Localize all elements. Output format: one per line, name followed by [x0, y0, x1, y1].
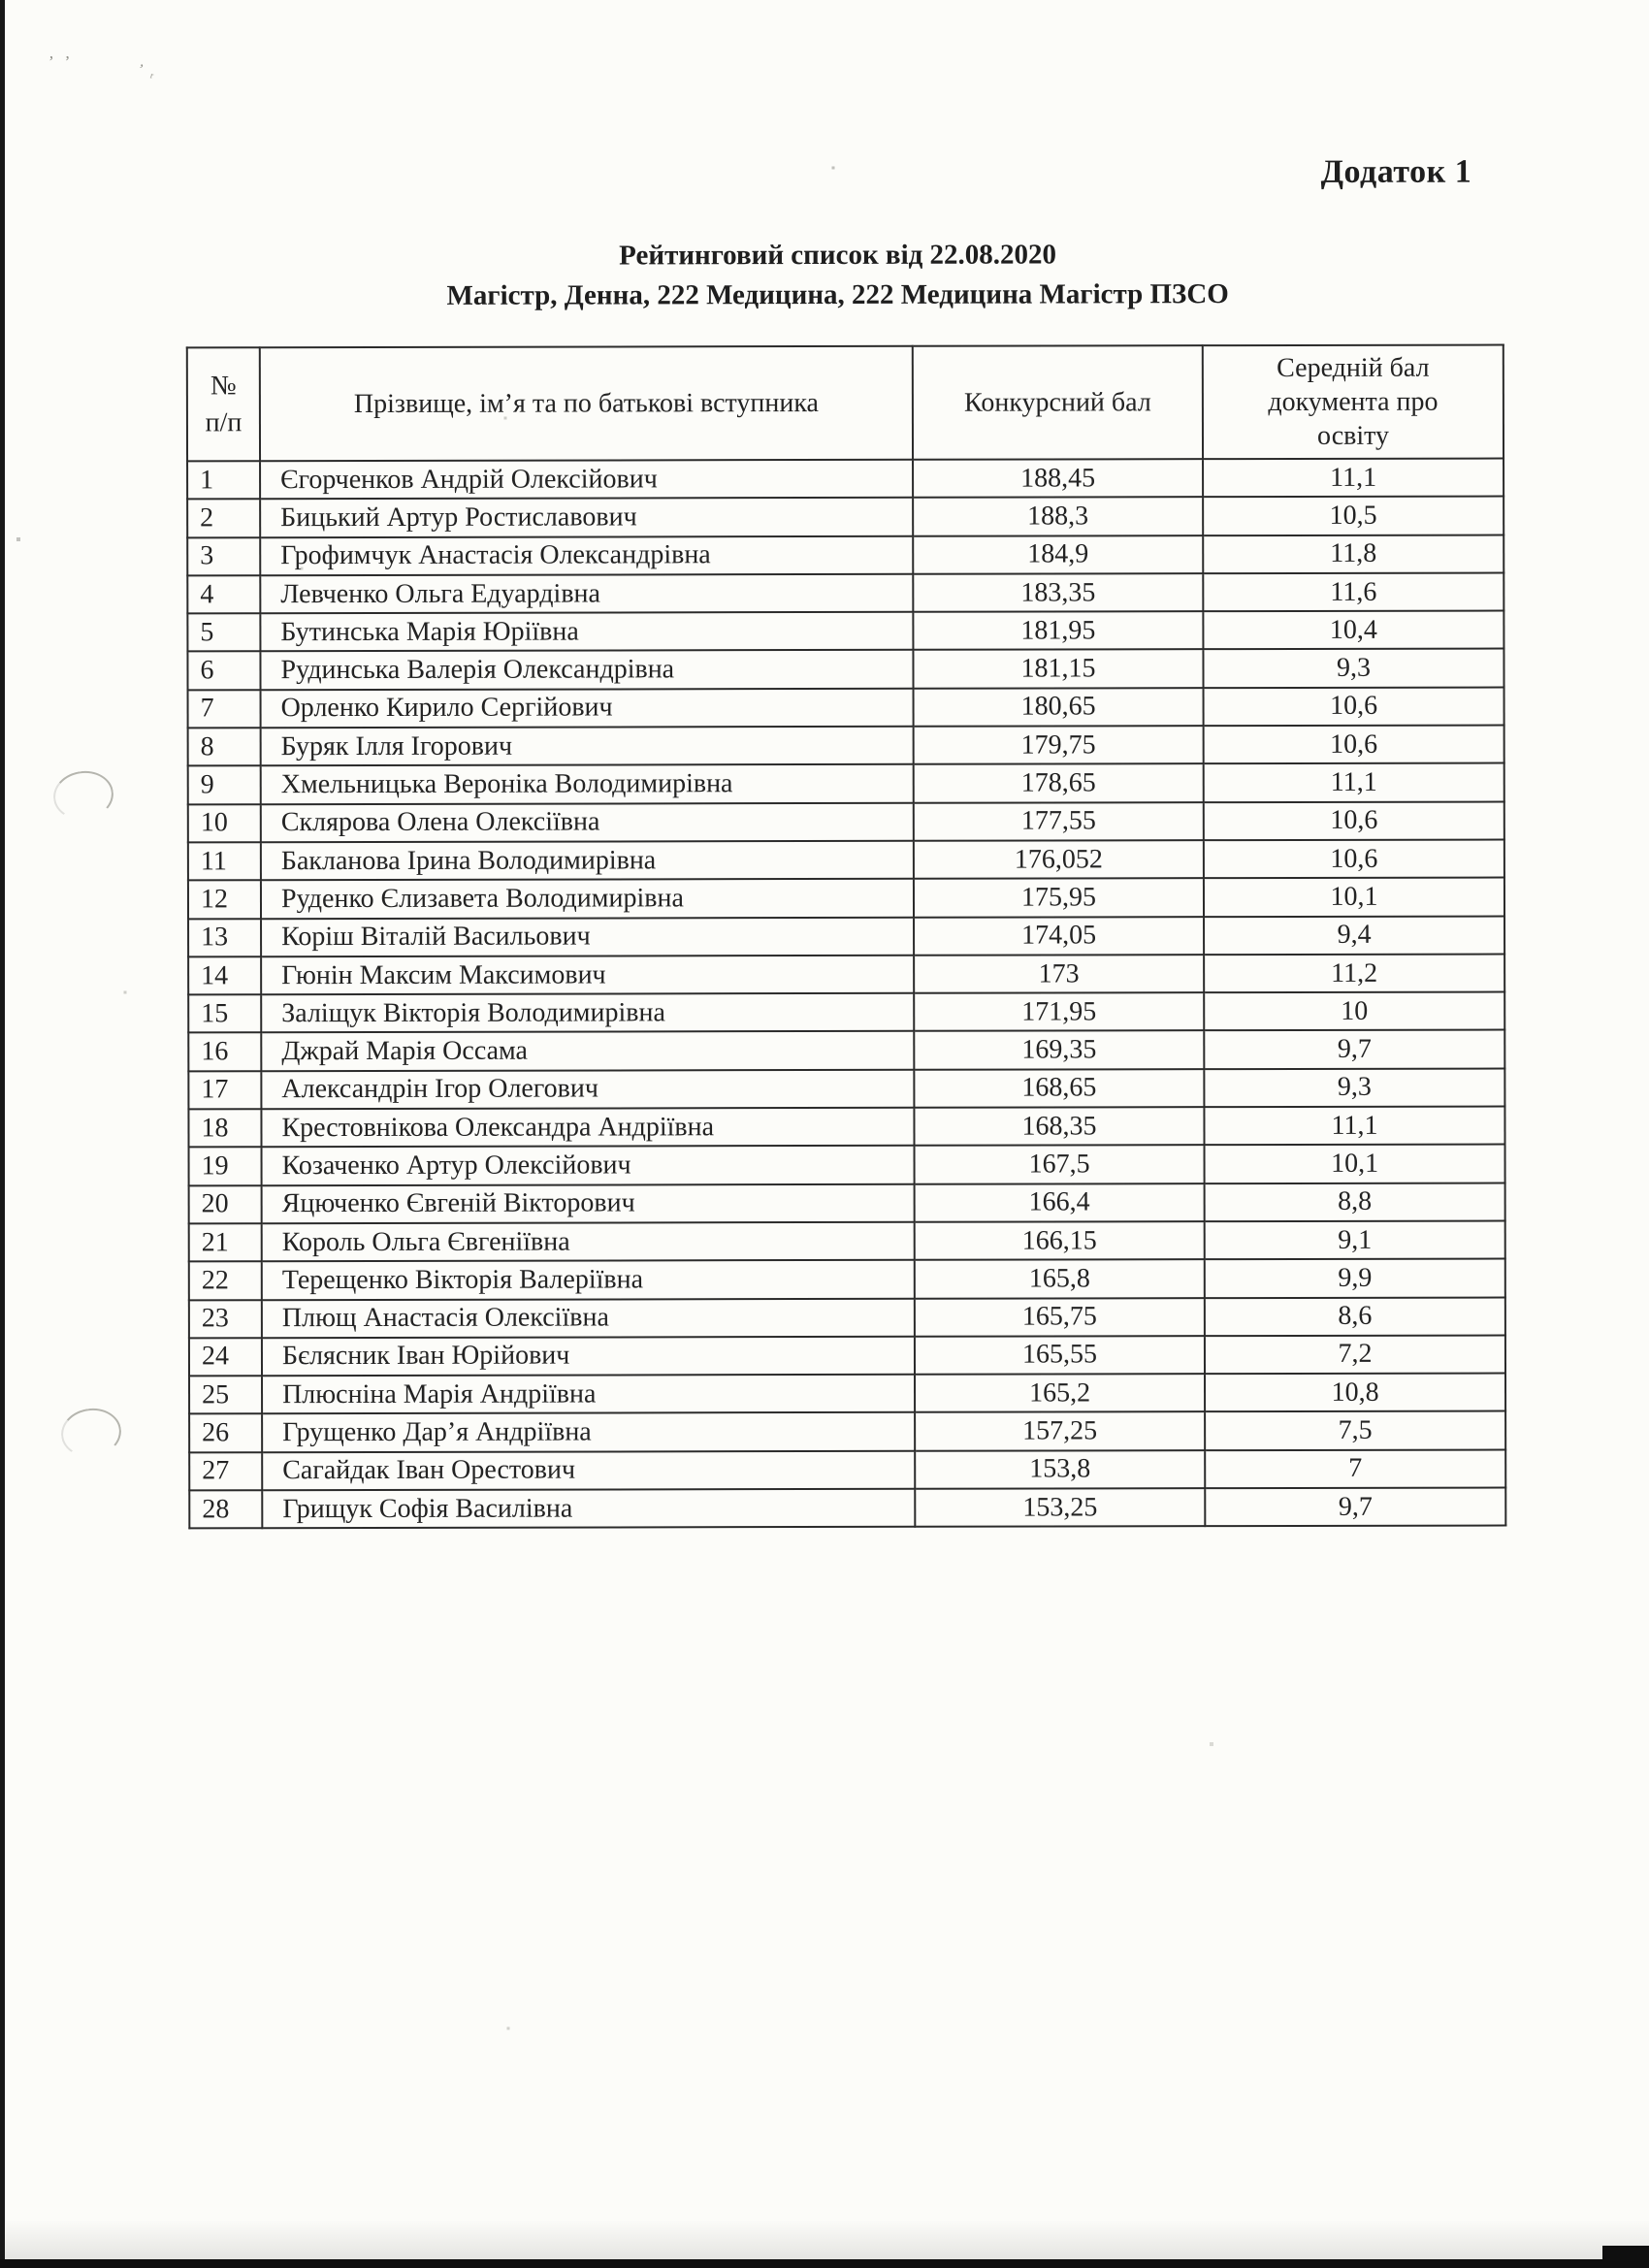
row-score: 183,35	[913, 573, 1203, 612]
table-row	[188, 878, 1504, 919]
row-number: 8	[188, 728, 261, 765]
document-title-block	[0, 234, 1649, 317]
row-name: Орленко Кирило Сергійович	[261, 689, 914, 729]
row-avg: 10,1	[1204, 878, 1504, 917]
table-row	[187, 611, 1504, 652]
scan-corner-bottom-right	[1602, 2246, 1649, 2268]
table-row	[188, 1030, 1504, 1071]
row-name: Король Ольга Євгеніївна	[262, 1222, 915, 1262]
row-name: Грофимчук Анастасія Олександрівна	[260, 535, 913, 575]
row-avg: 9,7	[1205, 1488, 1505, 1527]
row-number: 5	[187, 613, 260, 651]
row-number: 12	[188, 880, 261, 918]
table-row	[188, 916, 1504, 956]
table-row	[189, 1183, 1505, 1223]
table-row	[188, 763, 1504, 804]
row-name: Руденко Єлизавета Володимирівна	[261, 879, 914, 919]
row-name: Заліщук Вікторія Володимирівна	[261, 993, 914, 1033]
table-row	[188, 726, 1504, 766]
row-name: Бакланова Ірина Володимирівна	[261, 841, 914, 881]
table-header-row	[187, 345, 1504, 462]
row-name: Бицький Артур Ростиславович	[260, 498, 913, 537]
row-avg: 10,5	[1203, 497, 1504, 535]
row-avg: 10,6	[1204, 687, 1504, 726]
row-score: 177,55	[914, 802, 1204, 841]
table-row	[188, 1107, 1504, 1148]
page-title: Рейтинговий список від 22.08.2020	[619, 239, 1057, 272]
table-body	[187, 459, 1505, 1529]
row-name: Хмельницька Вероніка Володимирівна	[261, 764, 914, 804]
row-number: 11	[188, 842, 261, 880]
row-number: 13	[188, 919, 261, 956]
row-number: 7	[188, 690, 261, 728]
header-cell-avg: Середній бал документа про освіту	[1203, 345, 1504, 460]
row-name: Коріш Віталій Васильович	[261, 917, 914, 956]
row-name: Грищук Софія Василівна	[262, 1489, 915, 1529]
row-avg: 8,6	[1205, 1297, 1505, 1336]
row-number: 16	[188, 1033, 261, 1071]
table-row	[188, 954, 1504, 994]
row-name: Буряк Ілля Ігорович	[261, 727, 914, 766]
header-cell-number: № п/п	[187, 347, 260, 461]
row-avg: 11,1	[1204, 1107, 1504, 1146]
row-avg: 11,1	[1203, 459, 1504, 498]
row-number: 4	[187, 575, 260, 613]
row-score: 167,5	[915, 1146, 1205, 1184]
row-number: 9	[188, 766, 261, 804]
row-avg: 9,4	[1204, 916, 1504, 955]
row-number: 24	[189, 1338, 262, 1376]
table-row	[187, 497, 1504, 537]
row-avg: 10,6	[1204, 726, 1504, 764]
row-avg: 9,3	[1203, 649, 1504, 688]
row-score: 166,15	[915, 1221, 1205, 1260]
row-score: 180,65	[914, 688, 1204, 727]
row-number: 20	[189, 1185, 262, 1223]
row-score: 173	[914, 955, 1204, 993]
row-number: 19	[189, 1148, 262, 1185]
row-number: 21	[189, 1223, 262, 1261]
row-name: Козаченко Артур Олексійович	[262, 1146, 915, 1185]
table-row	[189, 1297, 1505, 1338]
scan-edge-bottom	[0, 2259, 1649, 2268]
row-name: Склярова Олена Олексіївна	[261, 802, 914, 842]
row-score: 174,05	[914, 917, 1204, 956]
table-row	[189, 1488, 1505, 1529]
row-number: 15	[188, 994, 261, 1032]
row-score: 165,55	[915, 1336, 1205, 1375]
row-score: 171,95	[914, 992, 1204, 1031]
row-score: 188,45	[913, 459, 1203, 498]
row-name: Терещенко Вікторія Валеріївна	[262, 1260, 915, 1300]
row-avg: 10	[1204, 992, 1504, 1031]
row-avg: 10,6	[1204, 801, 1504, 840]
row-avg: 9,7	[1204, 1030, 1504, 1069]
table-row	[189, 1259, 1505, 1300]
table-row	[189, 1411, 1505, 1452]
row-number: 18	[188, 1109, 261, 1147]
row-number: 22	[189, 1261, 262, 1299]
header-cell-score: Конкурсний бал	[913, 345, 1203, 460]
row-avg: 9,1	[1205, 1220, 1505, 1259]
ranking-table	[186, 344, 1507, 1530]
row-number: 3	[187, 537, 260, 575]
row-avg: 10,8	[1205, 1374, 1505, 1412]
row-avg: 10,6	[1204, 840, 1504, 879]
row-number: 10	[188, 804, 261, 842]
table-row	[188, 840, 1504, 881]
row-name: Яцюченко Євгеній Вікторович	[262, 1183, 915, 1223]
row-name: Гюнін Максим Максимович	[261, 956, 914, 995]
row-avg: 10,4	[1203, 611, 1504, 650]
row-name: Рудинська Валерія Олександрівна	[260, 650, 913, 690]
row-number: 14	[188, 956, 261, 994]
row-score: 188,3	[913, 497, 1203, 535]
table-header	[187, 345, 1504, 462]
row-name: Плющ Анастасія Олексіївна	[262, 1298, 915, 1338]
pencil-mark-small: ’ ᵣ	[136, 61, 159, 82]
row-name: Джрай Марія Оссама	[261, 1031, 914, 1071]
table-row	[189, 1374, 1505, 1414]
row-avg: 7,2	[1205, 1335, 1505, 1374]
table-row	[188, 1068, 1504, 1109]
row-number: 17	[188, 1071, 261, 1109]
table-row	[187, 535, 1504, 575]
table-row	[188, 801, 1504, 842]
table-row	[188, 687, 1504, 728]
row-score: 168,35	[914, 1107, 1204, 1146]
row-avg: 9,3	[1204, 1068, 1504, 1107]
row-score: 153,25	[915, 1488, 1205, 1527]
row-number: 28	[189, 1490, 262, 1528]
row-number: 26	[189, 1414, 262, 1452]
row-name: Сагайдак Іван Орестович	[262, 1451, 915, 1491]
row-name: Александрін Ігор Олегович	[261, 1070, 914, 1110]
row-score: 166,4	[915, 1183, 1205, 1222]
row-score: 176,052	[914, 840, 1204, 879]
row-avg: 11,1	[1204, 763, 1504, 802]
row-avg: 8,8	[1205, 1183, 1505, 1221]
row-score: 184,9	[913, 535, 1203, 574]
table-row	[187, 649, 1504, 690]
table-row	[189, 1335, 1505, 1376]
page-subtitle: Магістр, Денна, 222 Медицина, 222 Медицина Магістр ПЗСО	[446, 278, 1229, 311]
row-name: Бєлясник Іван Юрійович	[262, 1337, 915, 1377]
row-number: 2	[187, 500, 260, 537]
row-number: 25	[189, 1376, 262, 1413]
row-avg: 11,8	[1203, 535, 1504, 573]
row-name: Крестовнікова Олександра Андріївна	[261, 1108, 914, 1148]
pencil-mark-top-left: ’ ’	[48, 52, 75, 71]
row-avg: 11,6	[1203, 572, 1504, 611]
row-score: 157,25	[915, 1412, 1205, 1451]
row-number: 23	[189, 1300, 262, 1338]
row-name: Бутинська Марія Юріївна	[260, 612, 913, 652]
scan-bottom-shadow	[0, 2219, 1649, 2259]
row-avg: 7	[1205, 1449, 1505, 1488]
row-avg: 11,2	[1204, 954, 1504, 992]
table-row	[189, 1449, 1505, 1490]
row-score: 165,75	[915, 1298, 1205, 1337]
row-number: 6	[187, 652, 260, 690]
row-score: 181,15	[913, 650, 1203, 689]
row-number: 1	[187, 461, 260, 499]
row-name: Левченко Ольга Едуардівна	[260, 574, 913, 614]
row-score: 168,65	[914, 1069, 1204, 1108]
row-score: 169,35	[914, 1031, 1204, 1070]
row-score: 179,75	[914, 726, 1204, 764]
row-score: 181,95	[913, 611, 1203, 650]
scan-edge-left	[0, 0, 5, 2268]
row-name: Грущенко Дар’я Андріївна	[262, 1412, 915, 1452]
row-name: Єгорченков Андрій Олексійович	[260, 460, 913, 500]
row-number: 27	[189, 1452, 262, 1490]
table-row	[187, 572, 1504, 613]
annex-label: Додаток 1	[1320, 153, 1472, 190]
table-row	[189, 1220, 1505, 1261]
table-row	[188, 992, 1504, 1033]
row-score: 165,8	[915, 1259, 1205, 1298]
row-avg: 9,9	[1205, 1259, 1505, 1298]
row-score: 175,95	[914, 878, 1204, 917]
row-score: 165,2	[915, 1374, 1205, 1412]
table-row	[189, 1145, 1505, 1185]
table-row	[187, 459, 1504, 500]
header-cell-name: Прізвище, ім’я та по батькові вступника	[260, 346, 913, 461]
row-name: Плюсніна Марія Андріївна	[262, 1375, 915, 1414]
row-avg: 7,5	[1205, 1411, 1505, 1450]
row-score: 178,65	[914, 764, 1204, 803]
row-avg: 10,1	[1205, 1145, 1505, 1183]
row-score: 153,8	[915, 1450, 1205, 1489]
